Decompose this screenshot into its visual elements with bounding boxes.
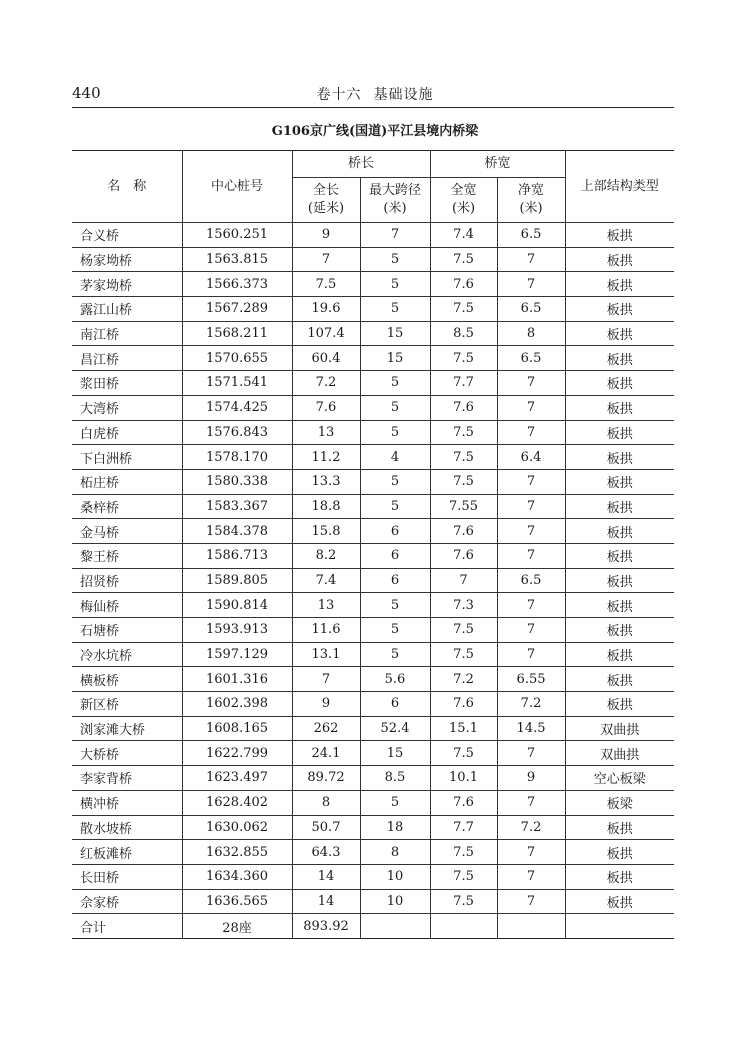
- table-row: [72, 593, 674, 618]
- cell-max-span: 4: [360, 445, 430, 470]
- cell-net-width: 7.2: [497, 815, 565, 840]
- cell-total-length: 19.6: [292, 297, 360, 322]
- cell-max-span: 5: [360, 618, 430, 643]
- cell-max-span: 15: [360, 741, 430, 766]
- header-max-span: 最大跨径 (米): [360, 178, 430, 223]
- table-row: [72, 272, 674, 297]
- cell-total-length: 7.5: [292, 272, 360, 297]
- running-head-section: 基础设施: [373, 87, 434, 103]
- cell-name: 南江桥: [72, 321, 182, 346]
- cell-net-width: 7: [497, 618, 565, 643]
- cell-total-width: [430, 914, 497, 939]
- cell-net-width: 14.5: [497, 716, 565, 741]
- cell-net-width: 6.55: [497, 667, 565, 692]
- cell-total-width: 7.6: [430, 519, 497, 544]
- cell-name: 横冲桥: [72, 790, 182, 815]
- cell-station: 1576.843: [182, 420, 292, 445]
- cell-total-length: 14: [292, 864, 360, 889]
- table-title: G106京广线(国道)平江县境内桥梁: [271, 124, 479, 139]
- cell-net-width: 7: [497, 790, 565, 815]
- cell-station: 1634.360: [182, 864, 292, 889]
- cell-structure: 板拱: [565, 272, 674, 297]
- cell-station: 1583.367: [182, 494, 292, 519]
- cell-total-length: 7: [292, 247, 360, 272]
- cell-max-span: 18: [360, 815, 430, 840]
- cell-total-length: 7.6: [292, 395, 360, 420]
- cell-total-width: 8.5: [430, 321, 497, 346]
- cell-station: 1632.855: [182, 840, 292, 865]
- cell-total-length: 9: [292, 223, 360, 248]
- cell-net-width: 7: [497, 864, 565, 889]
- cell-structure: 板拱: [565, 667, 674, 692]
- cell-name: 白虎桥: [72, 420, 182, 445]
- cell-max-span: 5: [360, 642, 430, 667]
- cell-max-span: 6: [360, 568, 430, 593]
- cell-net-width: 6.4: [497, 445, 565, 470]
- cell-max-span: [360, 914, 430, 939]
- cell-structure: 板拱: [565, 420, 674, 445]
- cell-structure: 板拱: [565, 346, 674, 371]
- cell-max-span: 5: [360, 494, 430, 519]
- cell-total-length: 18.8: [292, 494, 360, 519]
- cell-total-length: 262: [292, 716, 360, 741]
- cell-total-length: 11.2: [292, 445, 360, 470]
- cell-structure: 板拱: [565, 371, 674, 396]
- table-row: [72, 889, 674, 914]
- cell-total-length: 15.8: [292, 519, 360, 544]
- table-row: [72, 568, 674, 593]
- cell-total-width: 7.5: [430, 618, 497, 643]
- table-row: [72, 840, 674, 865]
- cell-station: 1571.541: [182, 371, 292, 396]
- header-length-group: 桥长: [292, 151, 430, 178]
- cell-total-length: 8.2: [292, 543, 360, 568]
- cell-net-width: [497, 914, 565, 939]
- cell-total-width: 7.5: [430, 420, 497, 445]
- cell-station: 1608.165: [182, 716, 292, 741]
- table-row: [72, 297, 674, 322]
- cell-station: 1570.655: [182, 346, 292, 371]
- cell-total-width: 15.1: [430, 716, 497, 741]
- cell-name: 梅仙桥: [72, 593, 182, 618]
- cell-station: 1593.913: [182, 618, 292, 643]
- header-rule: [72, 107, 674, 108]
- table-row: [72, 766, 674, 791]
- cell-station: 1590.814: [182, 593, 292, 618]
- cell-max-span: 5.6: [360, 667, 430, 692]
- cell-total-width: 7.55: [430, 494, 497, 519]
- table-row: [72, 741, 674, 766]
- table-row: [72, 395, 674, 420]
- running-head-volume: 卷十六: [316, 87, 362, 103]
- cell-max-span: 5: [360, 469, 430, 494]
- table-row: [72, 494, 674, 519]
- cell-max-span: 8.5: [360, 766, 430, 791]
- table-row: [72, 469, 674, 494]
- cell-total-width: 7.5: [430, 642, 497, 667]
- cell-structure: 板拱: [565, 568, 674, 593]
- cell-total-length: 50.7: [292, 815, 360, 840]
- cell-total-width: 7.6: [430, 272, 497, 297]
- cell-structure: 板拱: [565, 247, 674, 272]
- cell-total-width: 7.6: [430, 543, 497, 568]
- cell-max-span: 5: [360, 297, 430, 322]
- cell-total-width: 7.6: [430, 395, 497, 420]
- header-total-length: 全长 (延米): [292, 178, 360, 223]
- running-head: [0, 84, 750, 104]
- cell-structure: 板拱: [565, 692, 674, 717]
- cell-station: 1622.799: [182, 741, 292, 766]
- cell-structure: 板拱: [565, 395, 674, 420]
- header-total-width: 全宽 (米): [430, 178, 497, 223]
- cell-total-length: 24.1: [292, 741, 360, 766]
- header-station: 中心桩号: [182, 151, 292, 223]
- cell-net-width: 7: [497, 642, 565, 667]
- cell-structure: 板拱: [565, 469, 674, 494]
- header-structure: 上部结构类型: [565, 151, 674, 223]
- cell-structure: 双曲拱: [565, 741, 674, 766]
- cell-max-span: 15: [360, 321, 430, 346]
- header-net-width: 净宽 (米): [497, 178, 565, 223]
- cell-structure: 板拱: [565, 543, 674, 568]
- cell-name: 佘家桥: [72, 889, 182, 914]
- cell-structure: 空心板梁: [565, 766, 674, 791]
- cell-station: 1574.425: [182, 395, 292, 420]
- cell-structure: 板拱: [565, 297, 674, 322]
- cell-net-width: 7: [497, 494, 565, 519]
- cell-max-span: 5: [360, 395, 430, 420]
- table-row: [72, 864, 674, 889]
- cell-name: 黎王桥: [72, 543, 182, 568]
- cell-total-width: 7.5: [430, 741, 497, 766]
- cell-total-width: 7.5: [430, 445, 497, 470]
- cell-station: 1567.289: [182, 297, 292, 322]
- header-width-group: 桥宽: [430, 151, 565, 178]
- cell-structure: 板拱: [565, 223, 674, 248]
- cell-total-length: 7.4: [292, 568, 360, 593]
- cell-total-length: 60.4: [292, 346, 360, 371]
- cell-name: 昌江桥: [72, 346, 182, 371]
- table-row: [72, 667, 674, 692]
- cell-structure: 板拱: [565, 618, 674, 643]
- cell-max-span: 6: [360, 519, 430, 544]
- cell-total-length: 107.4: [292, 321, 360, 346]
- table-row: [72, 321, 674, 346]
- cell-structure: 板拱: [565, 519, 674, 544]
- cell-name: 长田桥: [72, 864, 182, 889]
- cell-station: 1566.373: [182, 272, 292, 297]
- cell-total-length: 13.1: [292, 642, 360, 667]
- cell-net-width: 6.5: [497, 568, 565, 593]
- cell-total-width: 7.6: [430, 692, 497, 717]
- cell-net-width: 7: [497, 889, 565, 914]
- cell-total-width: 7: [430, 568, 497, 593]
- cell-max-span: 5: [360, 790, 430, 815]
- cell-name: 茅家坳桥: [72, 272, 182, 297]
- cell-max-span: 5: [360, 371, 430, 396]
- cell-total-width: 10.1: [430, 766, 497, 791]
- cell-station: 1636.565: [182, 889, 292, 914]
- cell-net-width: 7: [497, 272, 565, 297]
- cell-net-width: 9: [497, 766, 565, 791]
- bridge-table: [72, 150, 674, 939]
- cell-total-length: 7: [292, 667, 360, 692]
- cell-station: 1563.815: [182, 247, 292, 272]
- cell-structure: 板拱: [565, 840, 674, 865]
- cell-name: 新区桥: [72, 692, 182, 717]
- cell-structure: 板拱: [565, 642, 674, 667]
- cell-name: 冷水坑桥: [72, 642, 182, 667]
- cell-name: 大湾桥: [72, 395, 182, 420]
- cell-structure: 板拱: [565, 593, 674, 618]
- cell-max-span: 15: [360, 346, 430, 371]
- cell-total-length: 8: [292, 790, 360, 815]
- cell-station: 1623.497: [182, 766, 292, 791]
- table-row: [72, 618, 674, 643]
- cell-name: 合计: [72, 914, 182, 939]
- cell-structure: [565, 914, 674, 939]
- cell-total-width: 7.6: [430, 790, 497, 815]
- cell-total-length: 13: [292, 420, 360, 445]
- cell-net-width: 7: [497, 519, 565, 544]
- cell-name: 杨家坳桥: [72, 247, 182, 272]
- header-name: 名 称: [72, 151, 182, 223]
- table-row: [72, 223, 674, 248]
- cell-name: 柘庄桥: [72, 469, 182, 494]
- cell-station: 1630.062: [182, 815, 292, 840]
- cell-name: 散水坡桥: [72, 815, 182, 840]
- total-row: [72, 914, 674, 939]
- cell-station: 1578.170: [182, 445, 292, 470]
- cell-name: 下白洲桥: [72, 445, 182, 470]
- table-row: [72, 371, 674, 396]
- table-row: [72, 543, 674, 568]
- cell-station: 1560.251: [182, 223, 292, 248]
- cell-net-width: 7: [497, 247, 565, 272]
- cell-max-span: 52.4: [360, 716, 430, 741]
- cell-station: 1568.211: [182, 321, 292, 346]
- cell-name: 招贤桥: [72, 568, 182, 593]
- table-row: [72, 420, 674, 445]
- cell-net-width: 7: [497, 543, 565, 568]
- cell-name: 横板桥: [72, 667, 182, 692]
- table-row: [72, 790, 674, 815]
- cell-total-length: 11.6: [292, 618, 360, 643]
- cell-total-width: 7.5: [430, 247, 497, 272]
- cell-total-width: 7.3: [430, 593, 497, 618]
- table-row: [72, 642, 674, 667]
- table-row: [72, 445, 674, 470]
- cell-max-span: 7: [360, 223, 430, 248]
- cell-name: 露江山桥: [72, 297, 182, 322]
- cell-max-span: 5: [360, 420, 430, 445]
- table-row: [72, 692, 674, 717]
- cell-station: 1597.129: [182, 642, 292, 667]
- cell-structure: 板拱: [565, 889, 674, 914]
- table-row: [72, 247, 674, 272]
- cell-structure: 板拱: [565, 494, 674, 519]
- cell-max-span: 5: [360, 247, 430, 272]
- cell-name: 桑梓桥: [72, 494, 182, 519]
- cell-station: 1584.378: [182, 519, 292, 544]
- cell-net-width: 6.5: [497, 346, 565, 371]
- cell-total-length: 64.3: [292, 840, 360, 865]
- cell-structure: 板梁: [565, 790, 674, 815]
- cell-station: 1602.398: [182, 692, 292, 717]
- cell-total-length: 13: [292, 593, 360, 618]
- cell-name: 金马桥: [72, 519, 182, 544]
- cell-max-span: 5: [360, 272, 430, 297]
- cell-structure: 板拱: [565, 321, 674, 346]
- table-row: [72, 346, 674, 371]
- cell-net-width: 6.5: [497, 297, 565, 322]
- cell-max-span: 5: [360, 593, 430, 618]
- cell-name: 浏家滩大桥: [72, 716, 182, 741]
- cell-total-length: 7.2: [292, 371, 360, 396]
- cell-station: 1601.316: [182, 667, 292, 692]
- table-row: [72, 716, 674, 741]
- cell-station: 1586.713: [182, 543, 292, 568]
- cell-total-width: 7.7: [430, 815, 497, 840]
- cell-name: 石塘桥: [72, 618, 182, 643]
- cell-station: 28座: [182, 914, 292, 939]
- cell-total-length: 9: [292, 692, 360, 717]
- cell-total-width: 7.5: [430, 346, 497, 371]
- cell-name: 浆田桥: [72, 371, 182, 396]
- cell-total-width: 7.5: [430, 297, 497, 322]
- cell-station: 1589.805: [182, 568, 292, 593]
- cell-max-span: 10: [360, 864, 430, 889]
- page-number: 440: [72, 84, 101, 102]
- cell-total-length: 893.92: [292, 914, 360, 939]
- cell-max-span: 6: [360, 543, 430, 568]
- cell-structure: 板拱: [565, 815, 674, 840]
- cell-name: 红板滩桥: [72, 840, 182, 865]
- cell-net-width: 8: [497, 321, 565, 346]
- cell-total-width: 7.2: [430, 667, 497, 692]
- cell-net-width: 6.5: [497, 223, 565, 248]
- cell-structure: 板拱: [565, 445, 674, 470]
- cell-net-width: 7: [497, 741, 565, 766]
- table-row: [72, 519, 674, 544]
- cell-max-span: 10: [360, 889, 430, 914]
- cell-net-width: 7: [497, 593, 565, 618]
- cell-net-width: 7.2: [497, 692, 565, 717]
- cell-max-span: 8: [360, 840, 430, 865]
- cell-structure: 双曲拱: [565, 716, 674, 741]
- cell-name: 李家背桥: [72, 766, 182, 791]
- table-row: [72, 815, 674, 840]
- cell-total-width: 7.4: [430, 223, 497, 248]
- cell-name: 合义桥: [72, 223, 182, 248]
- cell-total-length: 89.72: [292, 766, 360, 791]
- cell-net-width: 7: [497, 395, 565, 420]
- cell-station: 1628.402: [182, 790, 292, 815]
- cell-net-width: 7: [497, 371, 565, 396]
- cell-total-width: 7.5: [430, 469, 497, 494]
- cell-total-length: 14: [292, 889, 360, 914]
- cell-name: 大桥桥: [72, 741, 182, 766]
- cell-total-width: 7.5: [430, 864, 497, 889]
- cell-station: 1580.338: [182, 469, 292, 494]
- cell-net-width: 7: [497, 840, 565, 865]
- cell-total-width: 7.5: [430, 889, 497, 914]
- cell-structure: 板拱: [565, 864, 674, 889]
- cell-net-width: 7: [497, 420, 565, 445]
- cell-net-width: 7: [497, 469, 565, 494]
- cell-total-length: 13.3: [292, 469, 360, 494]
- cell-max-span: 6: [360, 692, 430, 717]
- cell-total-width: 7.7: [430, 371, 497, 396]
- cell-total-width: 7.5: [430, 840, 497, 865]
